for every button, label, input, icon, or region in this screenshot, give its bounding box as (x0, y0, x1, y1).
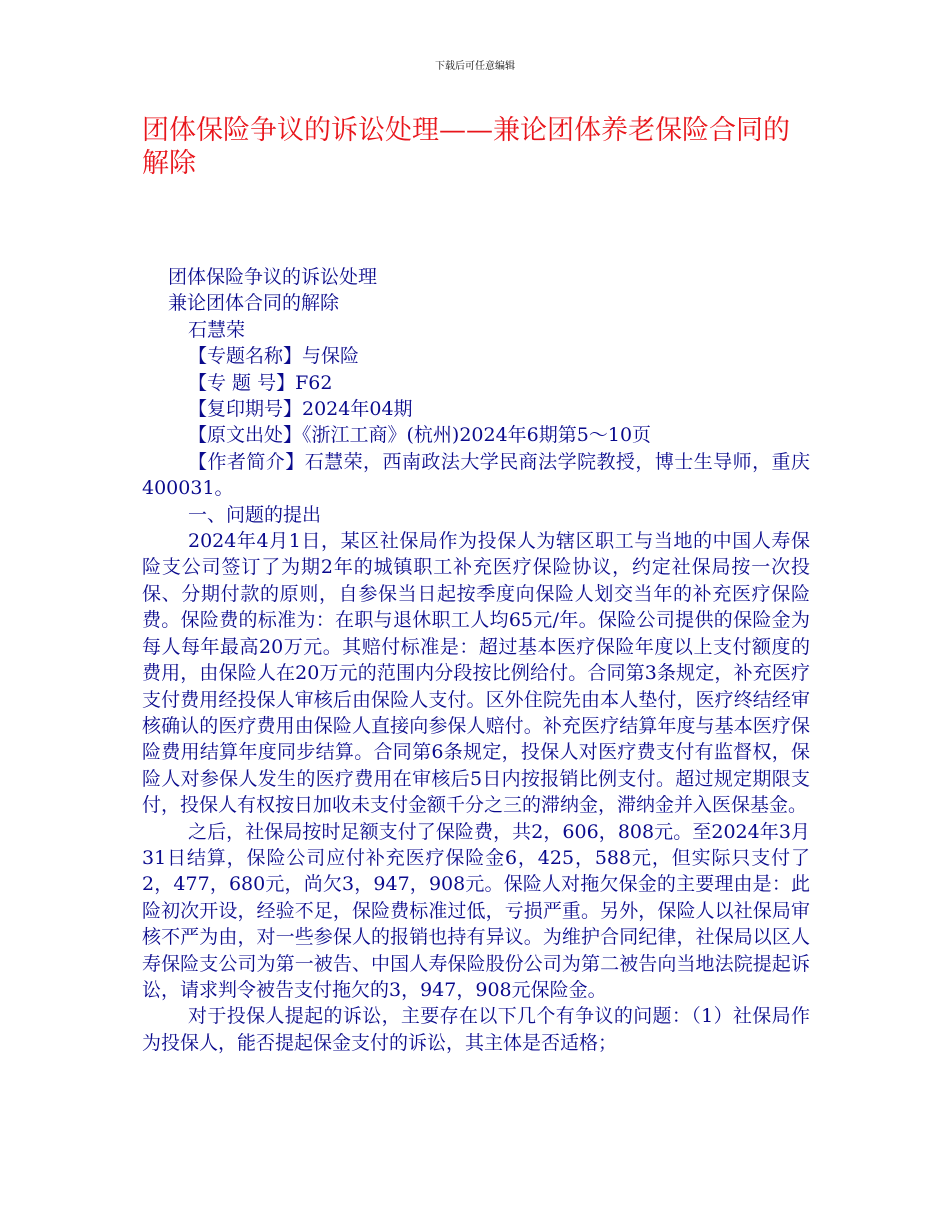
document-title: 团体保险争议的诉讼处理——兼论团体养老保险合同的解除 (142, 115, 790, 179)
header-note: 下载后可任意编辑 (435, 61, 515, 72)
body-paragraph: 之后，社保局按时足额支付了保险费，共2，606，808元。至2024年3月31日结算，保险公司应付补充医疗保险金6，425，588元，但实际只支付了2，477，680元，尚欠3，947，908元。保险人对拖欠保金的主要理由是：此险初次开设，经验不足，保险费标准过低，亏损严重。另外，保险人以社保局审核不严为由，对一些参保人的报销也持有异议。为维护合同纪律，社保局以区人寿保险支公司为第一被告、中国人寿保险股份公司为第二被告向当地法院提起诉讼，请求判令被告支付拖欠的3，947，908元保险金。 (142, 820, 810, 1001)
document-body (142, 264, 810, 1056)
topic-number: 【专 题 号】F62 (188, 371, 333, 394)
author-name: 石慧荣 (188, 318, 246, 341)
original-source: 【原文出处】《浙江工商》(杭州)2024年6期第5～10页 (188, 424, 652, 447)
reprint-issue: 【复印期号】2024年04期 (188, 398, 413, 421)
body-paragraph: 2024年4月1日，某区社保局作为投保人为辖区职工与当地的中国人寿保险支公司签订了为期2年的城镇职工补充医疗保险协议，约定社保局按一次投保、分期付款的原则，自参保当日起按季度向保险人划交当年的补充医疗保险费。保险费的标准为：在职与退休职工人均65元/年。保险公司提供的保险金为每人每年最高20万元。其赔付标准是：超过基本医疗保险年度以上支付额度的费用，由保险人在20万元的范围内分段按比例给付。合同第3条规定，补充医疗支付费用经投保人审核后由保险人支付。区外住院先由本人垫付，医疗终结经审核确认的医疗费用由保险人直接向参保人赔付。补充医疗结算年度与基本医疗保险费用结算年度同步结算。合同第6条规定，投保人对医疗费支付有监督权，保险人对参保人发生的医疗费用在审核后5日内按报销比例支付。超过规定期限支付，投保人有权按日加收未支付金额千分之三的滞纳金，滞纳金并入医保基金。 (142, 530, 810, 817)
author-bio: 【作者简介】石慧荣，西南政法大学民商法学院教授，博士生导师，重庆400031。 (142, 450, 810, 500)
body-paragraph: 对于投保人提起的诉讼，主要存在以下几个有争议的问题：（1）社保局作为投保人，能否提起保金支付的诉讼，其主体是否适格； (142, 1005, 810, 1054)
section-heading: 一、问题的提出 (188, 503, 322, 526)
subtitle-line-2: 兼论团体合同的解除 (168, 292, 340, 315)
topic-name: 【专题名称】与保险 (188, 345, 360, 368)
subtitle-line-1: 团体保险争议的诉讼处理 (168, 266, 378, 288)
